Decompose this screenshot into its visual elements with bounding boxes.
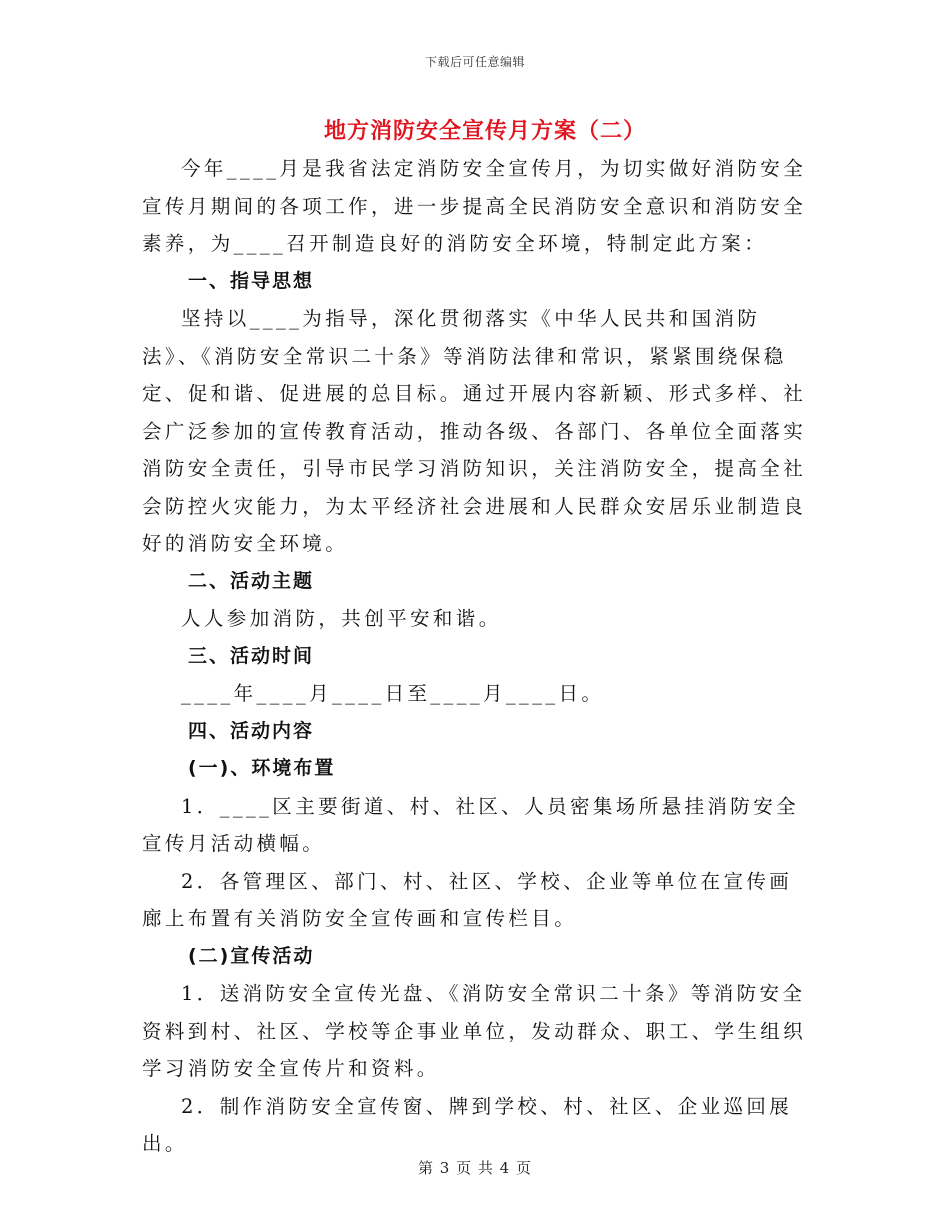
paragraph-activity-time: ____年____月____日至____月____日。 (181, 682, 605, 705)
subsection-heading-publicity: (二)宣传活动 (188, 944, 315, 967)
list-item-publicity-1: 1．送消防安全宣传光盘、《消防安全常识二十条》等消防安全资料到村、社区、学校等企事业单位，发动群众、职工、学生组织学习消防安全宣传片和资料。 (142, 982, 807, 1080)
paragraph-guiding-ideology: 坚持以____为指导，深化贯彻落实《中华人民共和国消防法》、《消防安全常识二十条》等消防法律和常识，紧紧围绕保稳定、促和谐、促进展的总目标。通过开展内容新颖、形式多样、社会广泛参加的宣传教育活动，推动各级、各部门、各单位全面落实消防安全责任，引导市民学习消防知识，关注消防安全，提高全社会防控火灾能力，为太平经济社会进展和人民群众安居乐业制造良好的消防安全环境。 (142, 307, 807, 555)
list-item-environment-2: 2．各管理区、部门、村、社区、学校、企业等单位在宣传画廊上布置有关消防安全宣传画和宣传栏目。 (142, 869, 793, 930)
list-item-environment-1: 1．____区主要街道、村、社区、人员密集场所悬挂消防安全宣传月活动横幅。 (142, 794, 800, 855)
document-title: 地方消防安全宣传月方案（二） (323, 118, 646, 144)
header-note: 下载后可任意编辑 (424, 55, 525, 69)
paragraph-activity-theme: 人人参加消防，共创平安和谐。 (181, 607, 502, 630)
document-body (142, 150, 808, 1163)
section-heading-activity-time: 三、活动时间 (188, 644, 315, 667)
section-heading-guiding-ideology: 一、指导思想 (188, 269, 315, 292)
intro-paragraph: 今年____月是我省法定消防安全宣传月，为切实做好消防安全宣传月期间的各项工作，进一步提高全民消防安全意识和消防安全素养，为____召开制造良好的消防安全环境，特制定此方案： (142, 157, 807, 255)
section-heading-activity-theme: 二、活动主题 (188, 569, 315, 592)
subsection-heading-environment: (一)、环境布置 (188, 757, 336, 779)
list-item-publicity-2: 2．制作消防安全宣传窗、牌到学校、村、社区、企业巡回展出。 (142, 1094, 793, 1155)
section-heading-activity-content: 四、活动内容 (188, 719, 315, 742)
page-number: 第 3 页 共 4 页 (418, 1159, 532, 1177)
